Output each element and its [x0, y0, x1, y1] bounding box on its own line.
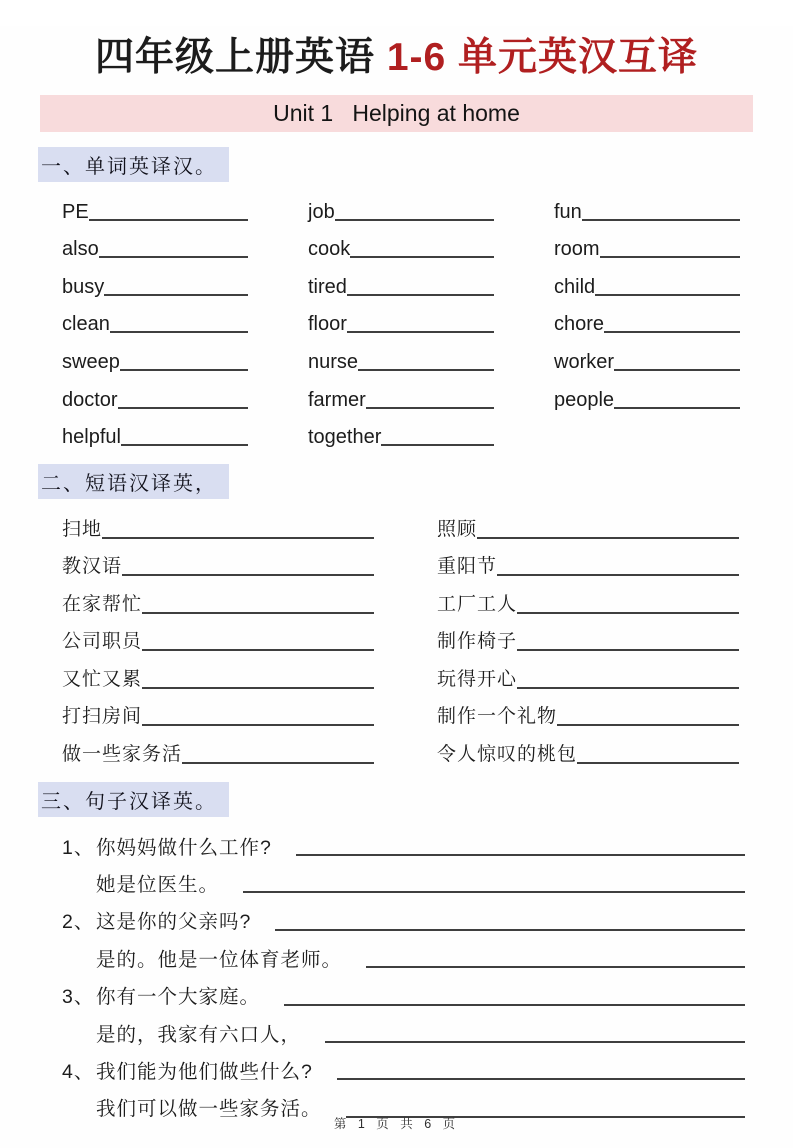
section1-heading-row	[38, 147, 793, 182]
word-item	[308, 374, 494, 412]
word-item	[62, 261, 248, 299]
unit-banner-text: Unit 1 Helping at home	[273, 100, 520, 126]
answer-blank	[358, 369, 494, 371]
word-label: job	[308, 200, 335, 223]
phrase-label: 做一些家务活	[62, 743, 183, 765]
sentence-row	[62, 823, 745, 860]
phrase-item	[62, 729, 374, 767]
answer-blank	[366, 966, 745, 968]
phrase-label: 扫地	[62, 518, 103, 540]
answer-blank	[350, 256, 494, 258]
answer-blank	[347, 331, 494, 333]
phrase-label: 工厂工人	[437, 593, 518, 615]
section1-heading: 一、单词英译汉。	[38, 147, 229, 182]
sentence-text: 你有一个大家庭。	[96, 986, 261, 1009]
sentence-text: 是的，我家有六口人，	[96, 1023, 302, 1046]
section2-phrase-grid	[62, 504, 793, 767]
word-label: helpful	[62, 426, 121, 449]
word-label: together	[308, 426, 382, 449]
phrase-item	[437, 617, 739, 655]
word-item	[308, 336, 494, 374]
answer-blank	[89, 219, 248, 221]
phrase-label: 重阳节	[437, 556, 498, 578]
answer-blank	[296, 854, 745, 856]
word-label: nurse	[308, 350, 359, 373]
word-label: sweep	[62, 350, 120, 373]
sentence-number: 4、	[62, 1061, 95, 1083]
answer-blank	[284, 1004, 745, 1006]
word-item	[554, 224, 740, 262]
sentence-row	[62, 1047, 745, 1084]
sentence-number: 1、	[62, 836, 95, 859]
answer-blank	[142, 649, 374, 651]
sentence-text: 是的。他是一位体育老师。	[96, 948, 343, 971]
word-item	[308, 186, 494, 224]
phrase-item	[437, 579, 739, 617]
sentence-row	[62, 972, 745, 1009]
phrase-item	[62, 692, 374, 730]
phrase-item	[62, 504, 374, 542]
sentence-text: 我们可以做一些家务活。	[96, 1098, 322, 1121]
word-item	[554, 261, 740, 299]
page-footer	[0, 1114, 793, 1132]
word-label: tired	[308, 275, 347, 298]
answer-blank	[102, 537, 374, 539]
phrase-item	[437, 692, 739, 730]
answer-blank	[142, 724, 374, 726]
answer-blank	[595, 294, 740, 296]
answer-blank	[604, 331, 740, 333]
phrase-item	[62, 617, 374, 655]
word-label: room	[554, 238, 600, 261]
answer-blank	[600, 256, 740, 258]
answer-blank	[121, 444, 248, 446]
word-item	[554, 186, 740, 224]
page-title-red: 1-6 单元英汉互译	[386, 36, 699, 79]
word-item	[62, 299, 248, 337]
answer-blank	[335, 219, 494, 221]
answer-blank	[517, 687, 739, 689]
section3-heading-row	[38, 782, 793, 817]
answer-blank	[517, 612, 739, 614]
sentence-row	[62, 860, 745, 897]
word-label: busy	[62, 275, 105, 298]
word-item-empty	[554, 412, 740, 450]
word-item	[62, 186, 248, 224]
phrase-item	[62, 542, 374, 580]
word-label: doctor	[62, 388, 118, 411]
phrase-label: 公司职员	[62, 631, 143, 653]
page-title-black: 四年级上册英语	[94, 36, 387, 79]
word-item	[554, 336, 740, 374]
phrase-label: 制作一个礼物	[437, 706, 558, 728]
word-label: PE	[62, 200, 89, 223]
word-item	[308, 261, 494, 299]
worksheet-page	[0, 26, 793, 1148]
phrase-item	[437, 542, 739, 580]
phrase-label: 在家帮忙	[62, 593, 143, 615]
answer-blank	[122, 574, 374, 576]
answer-blank	[275, 929, 745, 931]
answer-blank	[182, 762, 374, 764]
phrase-label: 又忙又累	[62, 668, 143, 690]
word-label: also	[62, 238, 99, 261]
phrase-label: 教汉语	[62, 556, 123, 578]
unit-banner	[40, 95, 753, 132]
answer-blank	[337, 1078, 745, 1080]
answer-blank	[477, 537, 739, 539]
answer-blank	[347, 294, 494, 296]
answer-blank	[325, 1041, 745, 1043]
section2-heading-row	[38, 464, 793, 499]
sentence-text: 我们能为他们做些什么?	[96, 1061, 313, 1083]
page-number: 第 1 页 共 6 页	[333, 1117, 460, 1131]
word-label: people	[554, 388, 615, 411]
phrase-label: 照顾	[437, 518, 478, 540]
answer-blank	[517, 649, 739, 651]
word-item	[62, 336, 248, 374]
phrase-label: 令人惊叹的桃包	[437, 743, 578, 765]
sentence-text: 她是位医生。	[96, 874, 220, 897]
answer-blank	[497, 574, 739, 576]
sentence-row	[62, 897, 745, 934]
word-label: cook	[308, 238, 351, 261]
sentence-text: 你妈妈做什么工作?	[96, 836, 272, 859]
sentence-text: 这是你的父亲吗?	[96, 911, 252, 934]
answer-blank	[99, 256, 248, 258]
answer-blank	[557, 724, 739, 726]
word-item	[308, 224, 494, 262]
section3-sentence-list	[62, 823, 745, 1122]
word-label: worker	[554, 350, 615, 373]
section2-heading: 二、短语汉译英，	[38, 464, 229, 499]
page-title	[20, 26, 773, 82]
word-label: farmer	[308, 388, 366, 411]
answer-blank	[243, 891, 745, 893]
sentence-number: 3、	[62, 986, 95, 1009]
phrase-item	[437, 504, 739, 542]
answer-blank	[120, 369, 248, 371]
answer-blank	[118, 407, 248, 409]
word-item	[554, 374, 740, 412]
phrase-item	[62, 654, 374, 692]
word-item	[308, 299, 494, 337]
word-label: child	[554, 275, 596, 298]
answer-blank	[366, 407, 494, 409]
word-label: fun	[554, 200, 582, 223]
word-item	[554, 299, 740, 337]
word-item	[62, 224, 248, 262]
answer-blank	[142, 612, 374, 614]
answer-blank	[142, 687, 374, 689]
phrase-item	[437, 729, 739, 767]
answer-blank	[577, 762, 739, 764]
phrase-item	[437, 654, 739, 692]
word-item	[62, 412, 248, 450]
section3-heading: 三、句子汉译英。	[38, 782, 229, 817]
word-label: floor	[308, 313, 347, 336]
phrase-label: 制作椅子	[437, 631, 518, 653]
phrase-item	[62, 579, 374, 617]
answer-blank	[110, 331, 248, 333]
answer-blank	[381, 444, 494, 446]
phrase-label: 玩得开心	[437, 668, 518, 690]
sentence-number: 2、	[62, 911, 95, 934]
answer-blank	[614, 407, 740, 409]
section1-word-grid	[62, 186, 793, 449]
word-label: chore	[554, 313, 605, 336]
word-item	[308, 412, 494, 450]
sentence-row	[62, 935, 745, 972]
answer-blank	[104, 294, 248, 296]
phrase-label: 打扫房间	[62, 706, 143, 728]
answer-blank	[582, 219, 740, 221]
word-item	[62, 374, 248, 412]
word-label: clean	[62, 313, 110, 336]
answer-blank	[614, 369, 740, 371]
sentence-row	[62, 1010, 745, 1047]
